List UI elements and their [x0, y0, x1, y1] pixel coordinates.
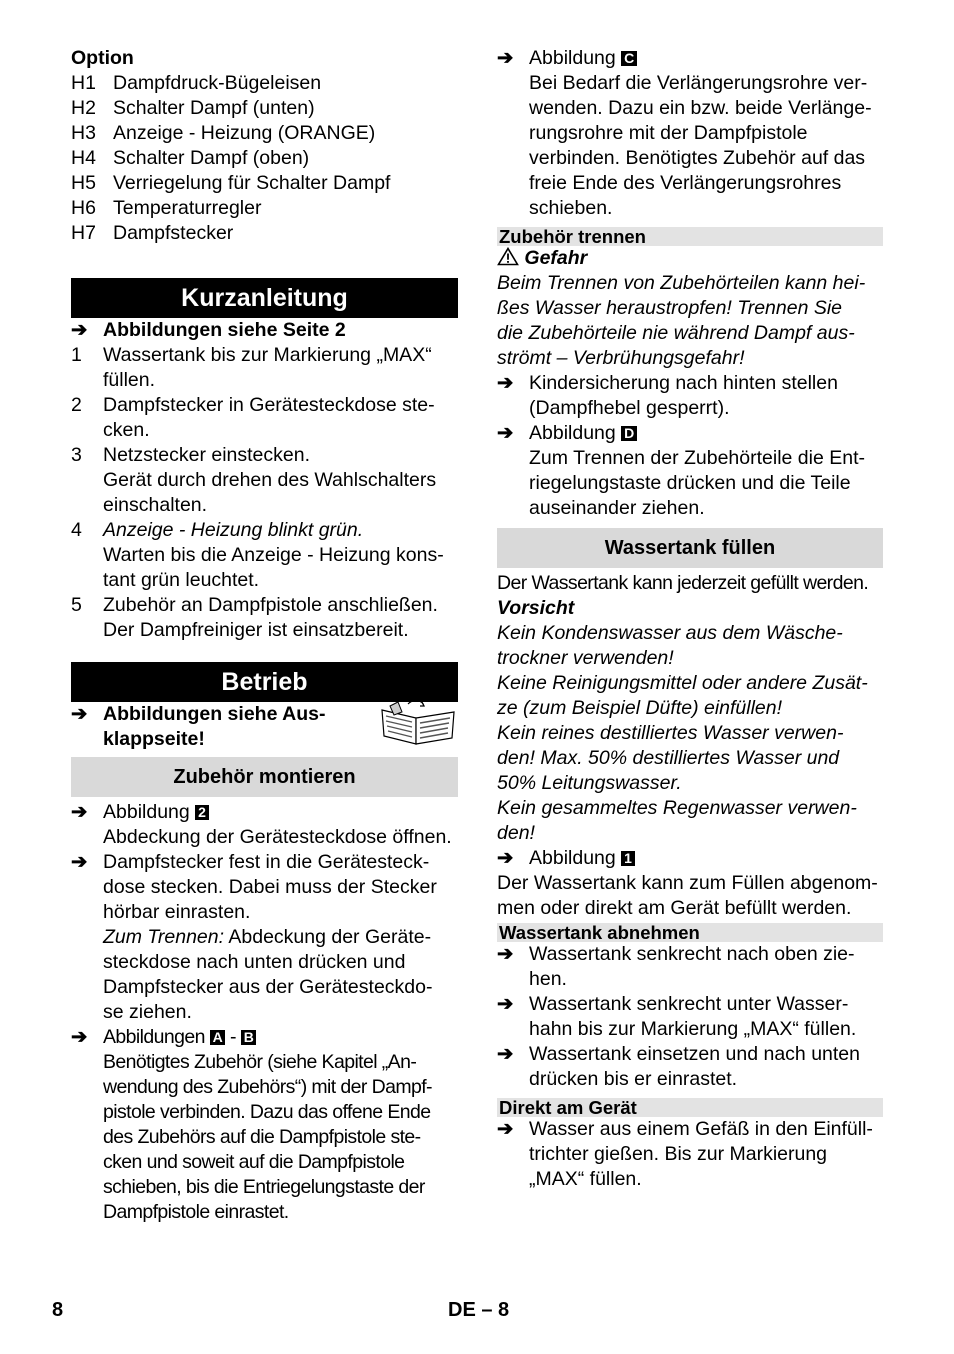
section-title-betrieb: Betrieb: [71, 662, 458, 702]
instruction-item: ➔ Dampfstecker fest in die Gerätesteck- dose stecken. Dabei muss der Stecker hörbar einrasten. Zum Trennen: Abdeckung der Geräte- steckdose nach unten drücken und Dampfstecker aus der Gerätesteckdo- se ziehen.: [71, 851, 437, 1023]
arrow-icon: ➔: [497, 1043, 514, 1065]
arrow-icon: ➔: [71, 1026, 88, 1048]
arrow-icon: ➔: [497, 993, 514, 1015]
warning-icon: [497, 247, 519, 266]
figure-badge: D: [621, 426, 637, 441]
open-book-icon: [378, 698, 458, 746]
instruction-item: ➔ Abbildung 2 Abdeckung der Gerätesteckdose öffnen.: [71, 801, 452, 848]
arrow-icon: ➔: [497, 372, 514, 394]
page-number: 8: [52, 1299, 64, 1321]
figure-badge: A: [210, 1030, 226, 1045]
figure-reference: ➔ Abbildungen siehe Aus- klappseite!: [71, 702, 458, 752]
arrow-icon: ➔: [71, 801, 88, 823]
subsection-title-wassertank-abnehmen: Wassertank abnehmen: [497, 923, 883, 942]
danger-label: Gefahr: [497, 246, 883, 271]
arrow-icon: ➔: [497, 847, 514, 869]
arrow-icon: ➔: [497, 1118, 514, 1140]
instruction-item: ➔ Abbildungen A - B Benötigtes Zubehör (siehe Kapitel „An- wendung des Zubehörs“) mit der Dampf- pistole verbinden. Dazu das offene Ende des Zubehörs auf die Dampfpistole ste- cken und soweit auf die Dampfpistole schieben, bis die Entriegelungstaste der Dampfpistole einrastet.: [71, 1026, 432, 1223]
option-list: [71, 71, 458, 246]
section-title-wassertank-fuellen: Wassertank füllen: [497, 528, 883, 568]
option-item: H1 Dampfdruck-Bügeleisen: [71, 72, 322, 94]
section-title-zubehoer-montieren: Zubehör montieren: [71, 757, 458, 797]
left-column: [71, 46, 458, 1225]
danger-text: Beim Trennen von Zubehörteilen kann hei- ßes Wasser heraustropfen! Trennen Sie die Zubehörteile nie während Dampf aus- strömt – Verbrühungsgefahr!: [497, 272, 866, 369]
option-item: H5 Verriegelung für Schalter Dampf: [71, 172, 391, 194]
instruction-item: ➔ Wassertank senkrecht unter Wasser- hahn bis zur Markierung „MAX“ füllen.: [497, 993, 857, 1040]
instruction-item: ➔ Wassertank senkrecht nach oben zie- hen.: [497, 943, 855, 990]
option-item: H3 Anzeige - Heizung (ORANGE): [71, 122, 376, 144]
figure-badge: 1: [621, 851, 635, 866]
step-item: 3 Netzstecker einstecken. Gerät durch drehen des Wahlschalters einschalten.: [71, 444, 437, 516]
arrow-icon: ➔: [497, 422, 514, 444]
subsection-title-direkt-am-geraet: Direkt am Gerät: [497, 1098, 883, 1117]
page-label: DE – 8: [448, 1299, 510, 1321]
step-item: 1 Wassertank bis zur Markierung „MAX“ füllen.: [71, 344, 432, 391]
figure-badge: C: [621, 51, 637, 66]
caution-text: Kein Kondenswasser aus dem Wäsche- trockner verwenden! Keine Reinigungsmittel oder andere Zusät- ze (zum Beispiel Düfte) einfüllen! Kein reines destilliertes Wasser verwen- den! Max. 50% destilliertes Wasser und 50% Leitungswasser. Kein gesammeltes Regenwasser verwen- den!: [497, 622, 868, 844]
figure-badge: 2: [195, 805, 209, 820]
instruction-item: ➔ Abbildung C Bei Bedarf die Verlängerungsrohre ver- wenden. Dazu ein bzw. beide Verlänge- rungsrohre mit der Dampfpistole verbinden. Benötigtes Zubehör auf das freie Ende des Verlängerungsrohres schieben.: [497, 47, 872, 219]
step-item: 4 Anzeige - Heizung blinkt grün. Warten bis die Anzeige - Heizung kons- tant grün leuchtet.: [71, 519, 444, 591]
arrow-icon: ➔: [71, 851, 88, 873]
instruction-item: ➔ Wassertank einsetzen und nach unten drücken bis er einrastet.: [497, 1043, 860, 1090]
option-item: H6 Temperaturregler: [71, 197, 262, 219]
caution-label: Vorsicht: [497, 597, 575, 619]
instruction-item: ➔ Kindersicherung nach hinten stellen (Dampfhebel gesperrt).: [497, 372, 838, 419]
instruction-item: ➔ Wasser aus einem Gefäß in den Einfüll- trichter gießen. Bis zur Markierung „MAX“ füllen.: [497, 1118, 873, 1190]
option-heading: Option: [71, 47, 134, 69]
intro-text: Der Wassertank kann jederzeit gefüllt werden.: [497, 572, 869, 594]
arrow-icon: ➔: [497, 47, 514, 69]
section-title-kurzanleitung: Kurzanleitung: [71, 278, 458, 318]
option-item: H4 Schalter Dampf (oben): [71, 147, 310, 169]
arrow-icon: ➔: [71, 319, 88, 341]
subsection-title-zubehoer-trennen: Zubehör trennen: [497, 227, 883, 246]
figure-badge: B: [241, 1030, 257, 1045]
step-item: 2 Dampfstecker in Gerätesteckdose ste- cken.: [71, 394, 435, 441]
instruction-item: ➔ Abbildung D Zum Trennen der Zubehörteile die Ent- riegelungstaste drücken und die Teile auseinander ziehen.: [497, 422, 866, 519]
option-item: H7 Dampfstecker: [71, 222, 234, 244]
figure-reference: ➔ Abbildungen siehe Seite 2: [71, 319, 346, 341]
step-item: 5 Zubehör an Dampfpistole anschließen. Der Dampfreiniger ist einsatzbereit.: [71, 594, 438, 641]
instruction-item: ➔ Abbildung 1: [497, 846, 883, 871]
option-item: H2 Schalter Dampf (unten): [71, 97, 315, 119]
arrow-icon: ➔: [497, 943, 514, 965]
body-text: Der Wassertank kann zum Füllen abgenom- men oder direkt am Gerät befüllt werden.: [497, 872, 878, 919]
arrow-icon: ➔: [71, 703, 88, 725]
right-column: [497, 46, 883, 1192]
